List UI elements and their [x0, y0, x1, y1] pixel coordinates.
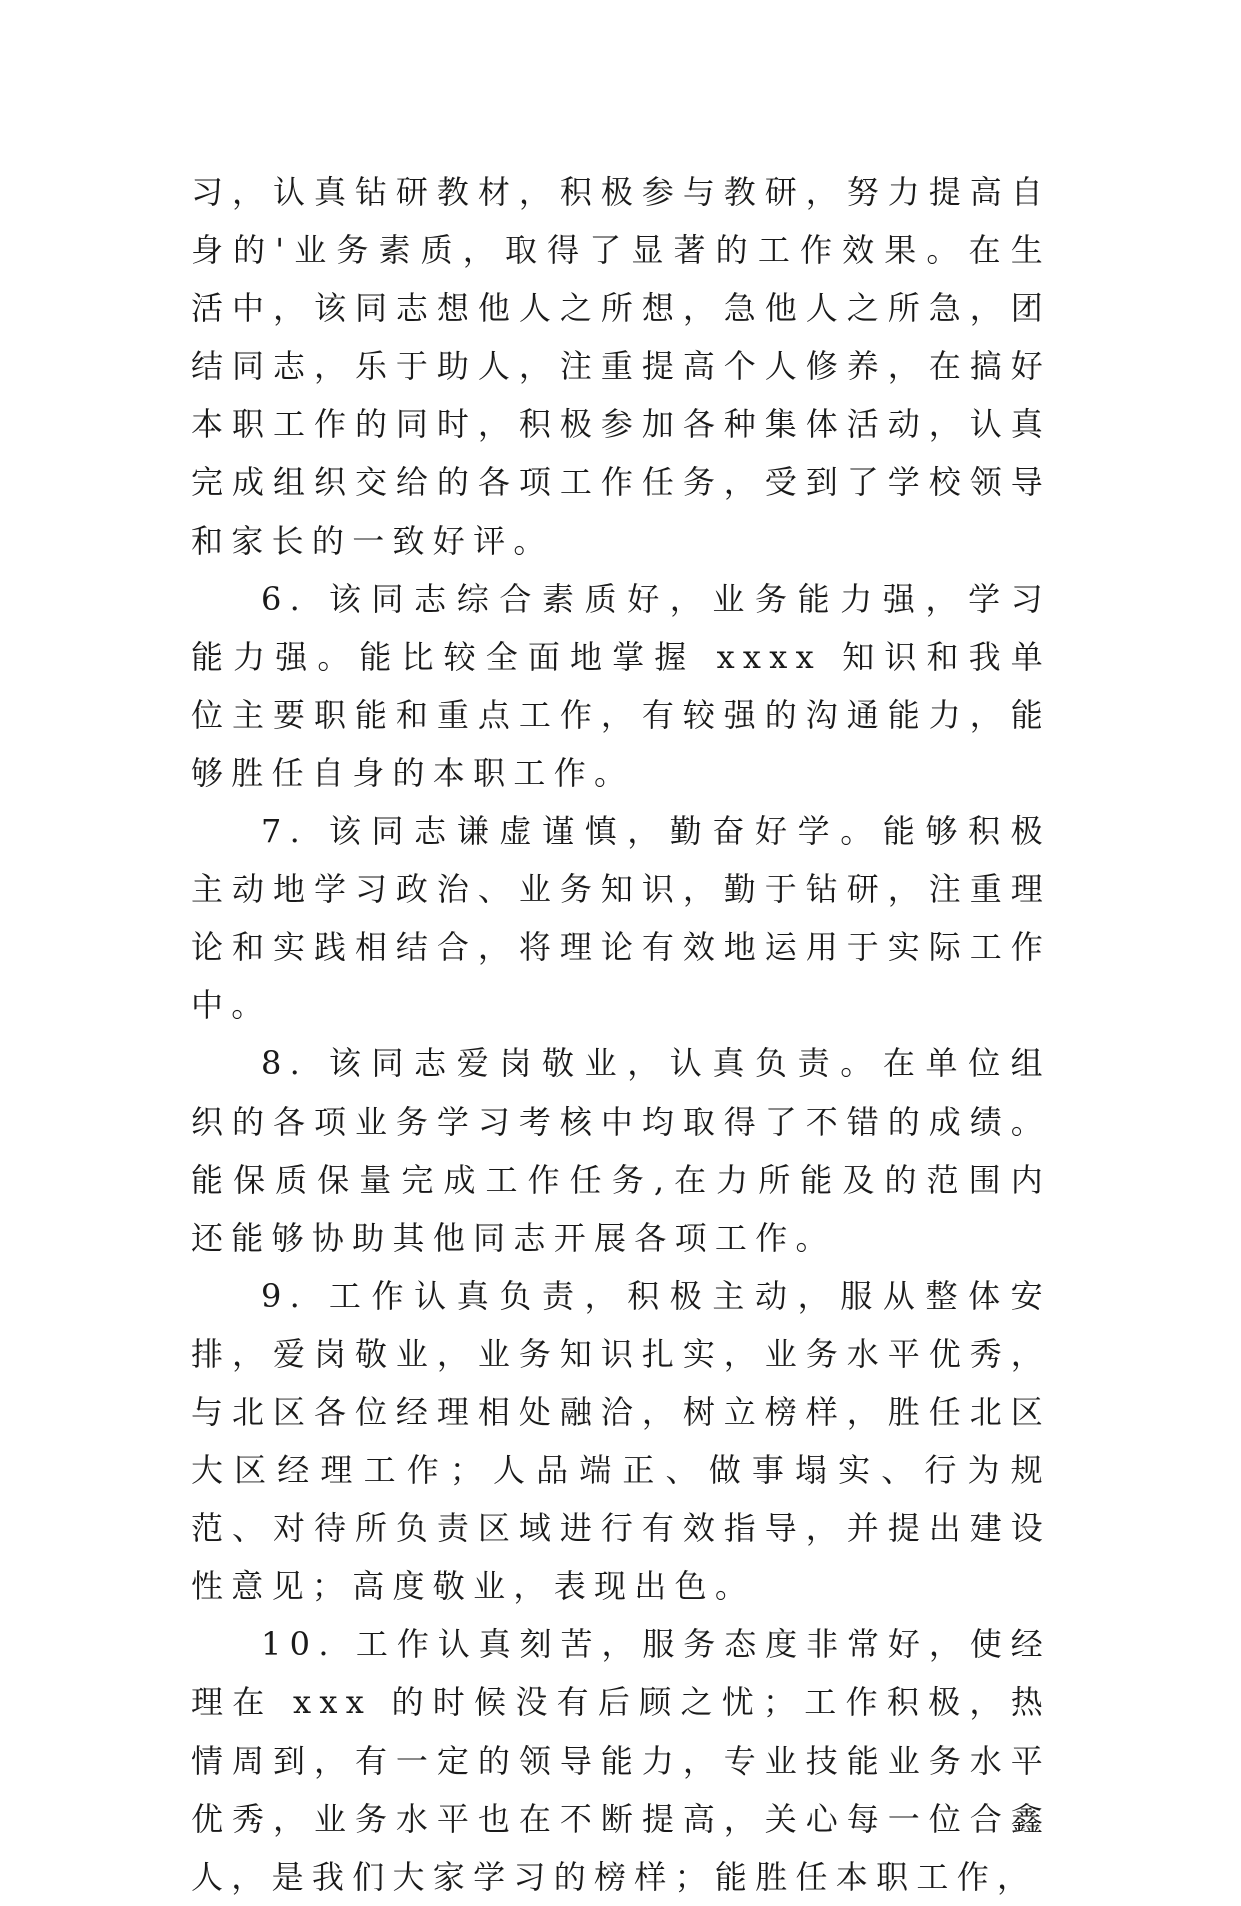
paragraph-item-10: 10. 工作认真刻苦，服务态度非常好，使经理在 xxx 的时候没有后顾之忧；工作积极，热情周到，有一定的领导能力，专业技能业务水平优秀，业务水平也在不断提高，关心每一位合鑫人，是我们大家学习的榜样；能胜任本职工作，: [191, 1625, 1051, 1896]
paragraph-continuation: 习，认真钻研教材，积极参与教研，努力提高自身的'业务素质，取得了显著的工作效果。在生活中，该同志想他人之所想，急他人之所急，团结同志，乐于助人，注重提高个人修养，在搞好本职工作的同时，积极参加各种集体活动，认真完成组织交给的各项工作任务，受到了学校领导和家长的一致好评。: [191, 173, 1051, 560]
paragraph-item-6: 6. 该同志综合素质好，业务能力强，学习能力强。能比较全面地掌握 xxxx 知识和我单位主要职能和重点工作，有较强的沟通能力，能够胜任自身的本职工作。: [191, 579, 1051, 792]
paragraph-item-8: 8. 该同志爱岗敬业，认真负责。在单位组织的各项业务学习考核中均取得了不错的成绩。能保质保量完成工作任务,在力所能及的范围内还能够协助其他同志开展各项工作。: [191, 1044, 1051, 1257]
document-body: [191, 163, 1051, 1906]
paragraph-item-7: 7. 该同志谦虚谨慎，勤奋好学。能够积极主动地学习政治、业务知识，勤于钻研，注重理论和实践相结合，将理论有效地运用于实际工作中。: [191, 812, 1051, 1025]
paragraph-item-9: 9. 工作认真负责，积极主动，服从整体安排，爱岗敬业，业务知识扎实，业务水平优秀，与北区各位经理相处融洽，树立榜样，胜任北区大区经理工作；人品端正、做事塌实、行为规范、对待所负责区域进行有效指导，并提出建设性意见；高度敬业，表现出色。: [191, 1276, 1051, 1606]
